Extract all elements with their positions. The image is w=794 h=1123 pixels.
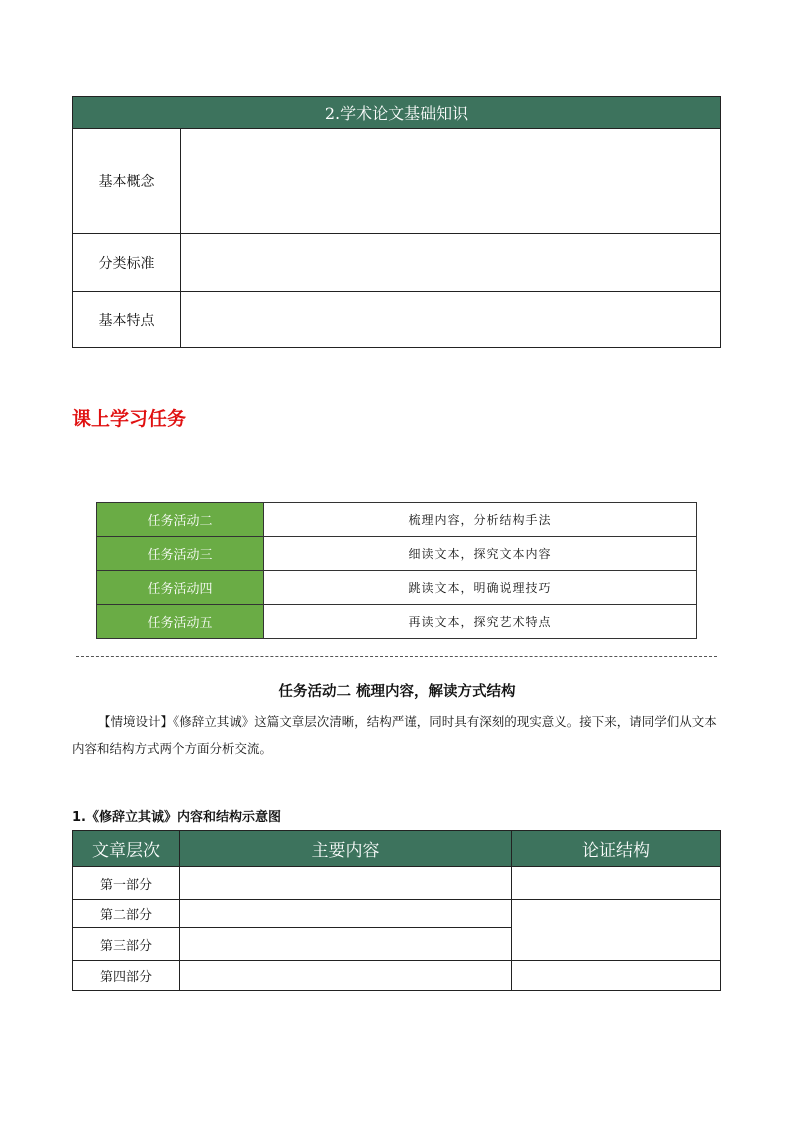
diagram-caption: 1.《修辞立其诚》内容和结构示意图 xyxy=(72,810,281,825)
content-cell[interactable] xyxy=(180,961,512,991)
row-label: 基本概念 xyxy=(73,129,181,234)
task-name: 任务活动二 xyxy=(97,503,264,537)
task-row xyxy=(97,571,697,605)
part-label: 第一部分 xyxy=(73,867,180,900)
row-label: 基本特点 xyxy=(73,292,181,348)
task-desc: 跳读文本，明确说理技巧 xyxy=(264,571,697,605)
content-cell[interactable] xyxy=(180,928,512,961)
dashed-divider xyxy=(76,656,717,657)
part-label: 第三部分 xyxy=(73,928,180,961)
scenario-paragraph: 【情境设计】《修辞立其诚》这篇文章层次清晰，结构严谨，同时具有深刻的现实意义。接下来，请同学们从文本内容和结构方式两个方面分析交流。 xyxy=(72,714,717,756)
answer-cell[interactable] xyxy=(181,129,721,234)
part-label: 第二部分 xyxy=(73,900,180,928)
col-header: 主要内容 xyxy=(180,831,512,867)
task-table xyxy=(96,502,697,639)
part-label: 第四部分 xyxy=(73,961,180,991)
row-label: 分类标准 xyxy=(73,234,181,292)
structure-table xyxy=(72,830,721,991)
task-desc: 梳理内容，分析结构手法 xyxy=(264,503,697,537)
task-row xyxy=(97,605,697,639)
col-header: 论证结构 xyxy=(512,831,721,867)
structure-cell[interactable] xyxy=(512,900,721,961)
task-name: 任务活动四 xyxy=(97,571,264,605)
task-row xyxy=(97,537,697,571)
content-cell[interactable] xyxy=(180,867,512,900)
content-cell[interactable] xyxy=(180,900,512,928)
section-heading: 课上学习任务 xyxy=(72,408,187,430)
structure-cell[interactable] xyxy=(512,961,721,991)
task-desc: 细读文本，探究文本内容 xyxy=(264,537,697,571)
task-desc: 再读文本，探究艺术特点 xyxy=(264,605,697,639)
structure-cell[interactable] xyxy=(512,867,721,900)
answer-cell[interactable] xyxy=(181,234,721,292)
col-header: 文章层次 xyxy=(73,831,180,867)
answer-cell[interactable] xyxy=(181,292,721,348)
activity-title: 任务活动二 梳理内容，解读方式结构 xyxy=(278,684,516,700)
knowledge-table-title: 2.学术论文基础知识 xyxy=(73,97,721,129)
knowledge-table xyxy=(72,96,721,348)
task-row xyxy=(97,503,697,537)
task-name: 任务活动五 xyxy=(97,605,264,639)
task-name: 任务活动三 xyxy=(97,537,264,571)
